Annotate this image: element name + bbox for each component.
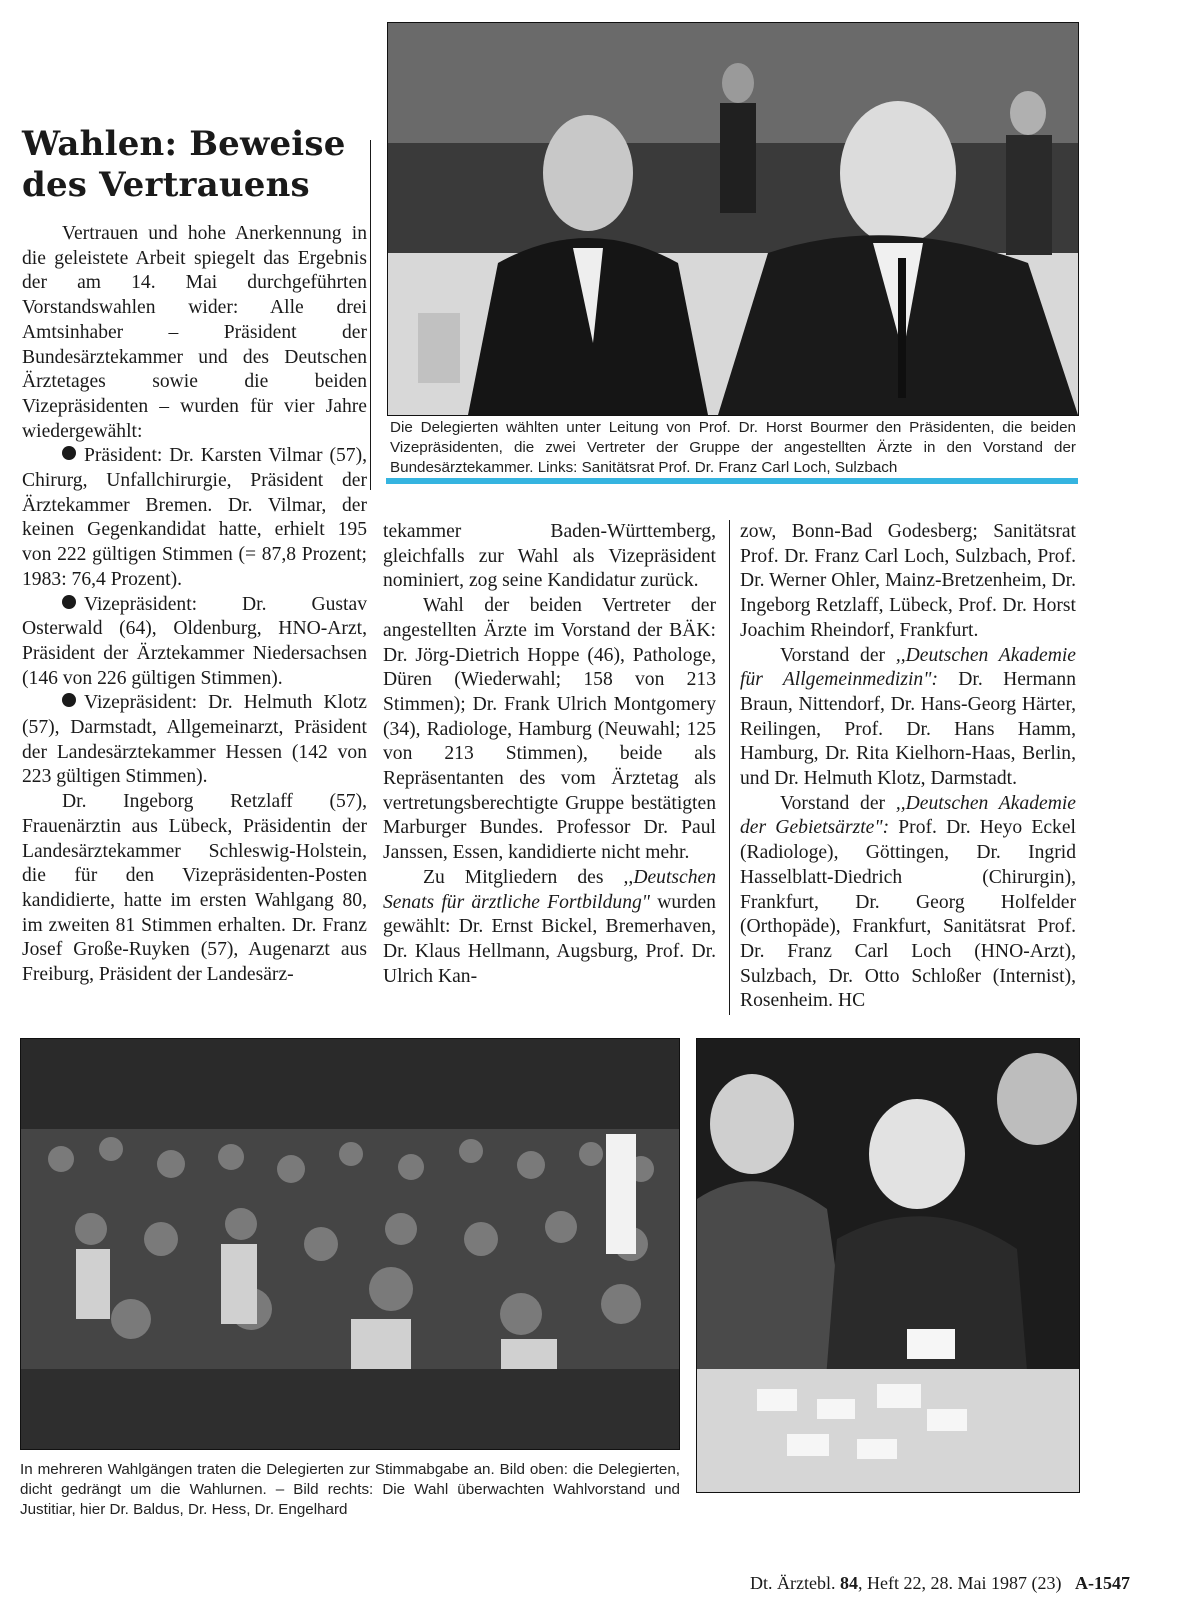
continued-paragraph: zow, Bonn-Bad Godesberg; Sanitätsrat Prof. Dr. Franz Carl Loch, Sulzbach, Prof. Dr. Werner Ohler, Mainz-Bretzenheim, Dr. Ingeborg Retzlaff, Lübeck, Prof. Dr. Horst Joachim Rheindorf, Frankfurt. [740,521,1076,641]
angestellte-paragraph: Wahl der beiden Vertreter der angestellten Ärzte im Vorstand der BÄK: Dr. Jörg-Dietrich Hoppe (46), Pathologe, Düren (Wiederwahl; 158 von 213 Stimmen); Dr. Frank Ulrich Montgomery (34), Radiologe, Hamburg (Neuwahl; 125 von 213 Stimmen), beide als Repräsentanten des vom Ärztetag als vertretungsberechtigte Gruppe bestätigten Marburger Bundes. Professor Dr. Paul Janssen, Essen, kandidierte nicht mehr. [383,595,716,864]
caption-top-photo: Die Delegierten wählten unter Leitung von Prof. Dr. Horst Bourmer den Präsidenten, die beiden Vizepräsidenten, die zwei Vertreter der Gruppe der angestellten Ärzte in den Vorstand der Bundesärztekammer. Links: Sanitätsrat Prof. Dr. Franz Carl Loch, Sulzbach [390,419,1076,476]
accent-bar [386,478,1078,484]
column-divider [729,520,730,1015]
bullet-dot-icon [62,693,76,707]
photo-podium-image [388,23,1078,415]
page-number: A-1547 [1075,1573,1130,1593]
article-column-3 [740,520,1076,1014]
photo-podium [387,22,1079,416]
journal-volume: 84 [840,1573,859,1593]
page-footer [750,1573,1130,1594]
photo-crowd-image [21,1039,679,1449]
page-title: Wahlen: Beweise des Vertrauens [22,124,346,205]
bullet-dot-icon [62,595,76,609]
caption-bottom-photos: In mehreren Wahlgängen traten die Delegierten zur Stimmabgabe an. Bild oben: die Delegierten, dicht gedrängt um die Wahlurnen. – Bild rechts: Die Wahl überwachten Wahlvorstand und Justitiar, hier Dr. Baldus, Dr. Hess, Dr. Engelhard [20,1461,680,1518]
continued-paragraph: tekammer Baden-Württemberg, gleichfalls zur Wahl als Vizepräsident nominiert, zog seine Kandidatur zurück. [383,521,716,592]
photo-ballot-count [696,1038,1080,1493]
column-divider [370,140,371,490]
senat-paragraph: Zu Mitgliedern des ,,Deutschen Senats für ärztliche Fortbildung" wurden gewählt: Dr. Ernst Bickel, Bremerhaven, Dr. Klaus Hellmann, Augsburg, Prof. Dr. Ulrich Kan- [383,866,717,987]
bullet-praesident: Präsident: Dr. Karsten Vilmar (57), Chirurg, Unfallchirurgie, Präsident der Ärztekammer Bremen. Dr. Vilmar, der keinen Gegenkandidat hatte, erhielt 195 von 222 gültigen Stimmen (= 87,8 Prozent; 1983: 76,4 Prozent). [22,445,367,590]
intro-paragraph: Vertrauen und hohe Anerkennung in die geleistete Arbeit spiegelt das Ergebnis der am 14. Mai durchgeführten Vorstandswahlen wider: Alle drei Amtsinhaber – Präsident der Bundesärztekammer und des Deutschen Ärztetages sowie die beiden Vizepräsidenten – wurden für vier Jahre wiedergewählt: [22,223,367,442]
bullet-vizepraesident-1: Vizepräsident: Dr. Gustav Osterwald (64), Oldenburg, HNO-Arzt, Präsident der Ärztekammer Niedersachsen (146 von 226 gültigen Stimmen). [22,593,367,689]
bullet-vizepraesident-2: Vizepräsident: Dr. Helmuth Klotz (57), Darmstadt, Allgemeinarzt, Präsident der Landesärztekammer Hessen (142 von 223 gültigen Stimmen). [22,692,367,788]
journal-name: Dt. Ärztebl. [750,1573,836,1593]
bullet-dot-icon [62,446,76,460]
article-column-1 [22,222,367,988]
photo-crowd [20,1038,680,1450]
issue-info: , Heft 22, 28. Mai 1987 (23) [858,1573,1062,1593]
allgemeinmedizin-paragraph: Vorstand der ,,Deutschen Akademie für Allgemeinmedizin": Dr. Hermann Braun, Nittendorf, Dr. Hans-Georg Härter, Reilingen, Prof. Dr. Hans Hamm, Hamburg, Dr. Rita Kielhorn-Haas, Berlin, und Dr. Helmuth Klotz, Darmstadt. [740,644,1076,790]
gebietsaerzte-paragraph: Vorstand der ,,Deutschen Akademie der Gebietsärzte": Prof. Dr. Heyo Eckel (Radiologe), Göttingen, Dr. Ingrid Hasselblatt-Diedrich (Chirurgin), Frankfurt, Dr. Georg Holfelder (Orthopäde), Frankfurt, Sanitätsrat Prof. Dr. Franz Carl Loch (HNO-Arzt), Sulzbach, Dr. Otto Schloßer (Internist), Rosenheim. HC [740,792,1076,1012]
photo-ballot-count-image [697,1039,1079,1492]
article-column-2 [383,520,716,989]
retzlaff-paragraph: Dr. Ingeborg Retzlaff (57), Frauenärztin aus Lübeck, Präsidentin der Landesärztekammer Schleswig-Holstein, die für den Vizepräsidenten-Posten kandidierte, hatte im ersten Wahlgang 80, im zweiten 81 Stimmen erhalten. Dr. Franz Josef Große-Ruyken (57), Augenarzt aus Freiburg, Präsident der Landesärz- [22,791,367,986]
